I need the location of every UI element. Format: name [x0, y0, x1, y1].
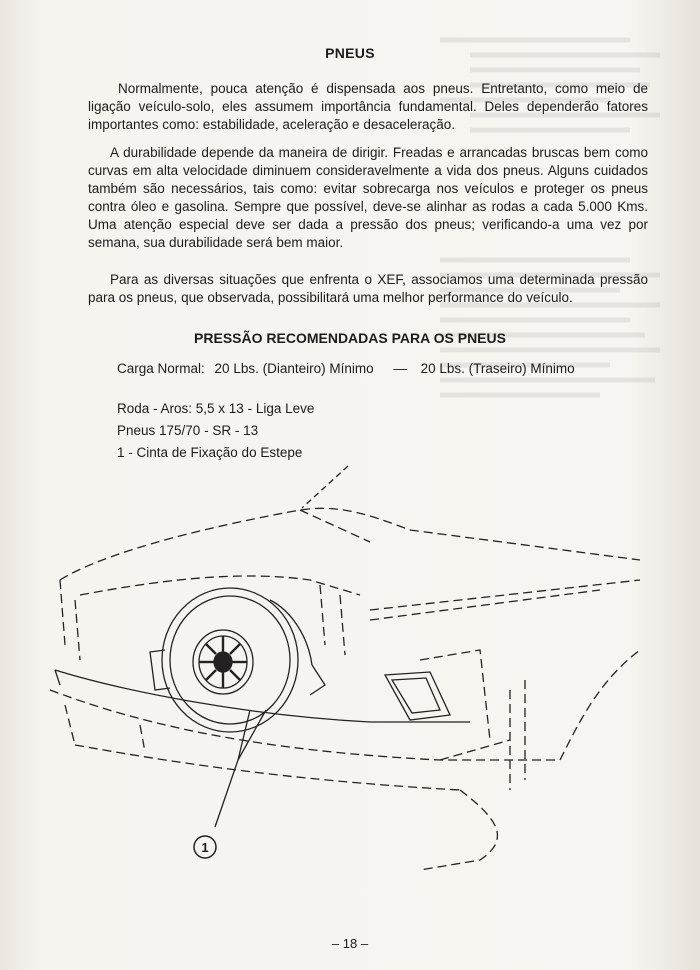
rear-pressure: 20 Lbs. (Traseiro) Mínimo [420, 361, 575, 376]
load-label: Carga Normal: [117, 361, 205, 376]
strap-spec: 1 - Cinta de Fixação do Estepe [117, 445, 303, 460]
paragraph-durability: A durabilidade depende da maneira de dirigir. Freadas e arrancadas bruscas bem como curvas em alta velocidade diminuem consideravelmente a vida dos pneus. Alguns cuidados também são necessários, tais como: evitar sobrecarga nos veículos e proteger os pneus contra óleo e gasolina. Sempre que possível, deve-se alinhar as rodas a cada 5.000 Kms. Uma atenção especial deve ser dada a pressão dos pneus; verificando-a uma vez por semana, sua durabilidade será bem maior. [88, 145, 648, 250]
page-number: – 18 – [331, 936, 369, 951]
tire-spec: Pneus 175/70 - SR - 13 [117, 423, 259, 438]
pressure-load-row [117, 360, 617, 378]
wheel-spec: Roda - Aros: 5,5 x 13 - Liga Leve [117, 401, 315, 416]
car-outline [50, 508, 640, 870]
page-title: PNEUS [325, 45, 375, 61]
front-pressure: 20 Lbs. (Dianteiro) Mínimo [214, 361, 374, 376]
spare-tire-illustration [40, 460, 660, 880]
paragraph-intro: Normalmente, pouca atenção é dispensada aos pneus. Entretanto, como meio de ligação veículo-solo, eles assumem importância fundamental. Deles dependerão fatores importantes como: estabilidade, aceleração e desaceleração. [88, 81, 648, 132]
callout-number: 1 [201, 840, 209, 855]
leader-line [302, 466, 348, 508]
paragraph-xef-pressure: Para as diversas situações que enfrenta o XEF, associamos uma determinada pressão para os pneus, que observada, possibilitará uma melhor performance do veículo. [88, 272, 648, 305]
headlight [385, 672, 450, 720]
pressure-separator: — [393, 361, 407, 376]
pressure-section-title: PRESSÃO RECOMENDADAS PARA OS PNEUS [194, 330, 506, 346]
spare-tire [162, 588, 298, 732]
